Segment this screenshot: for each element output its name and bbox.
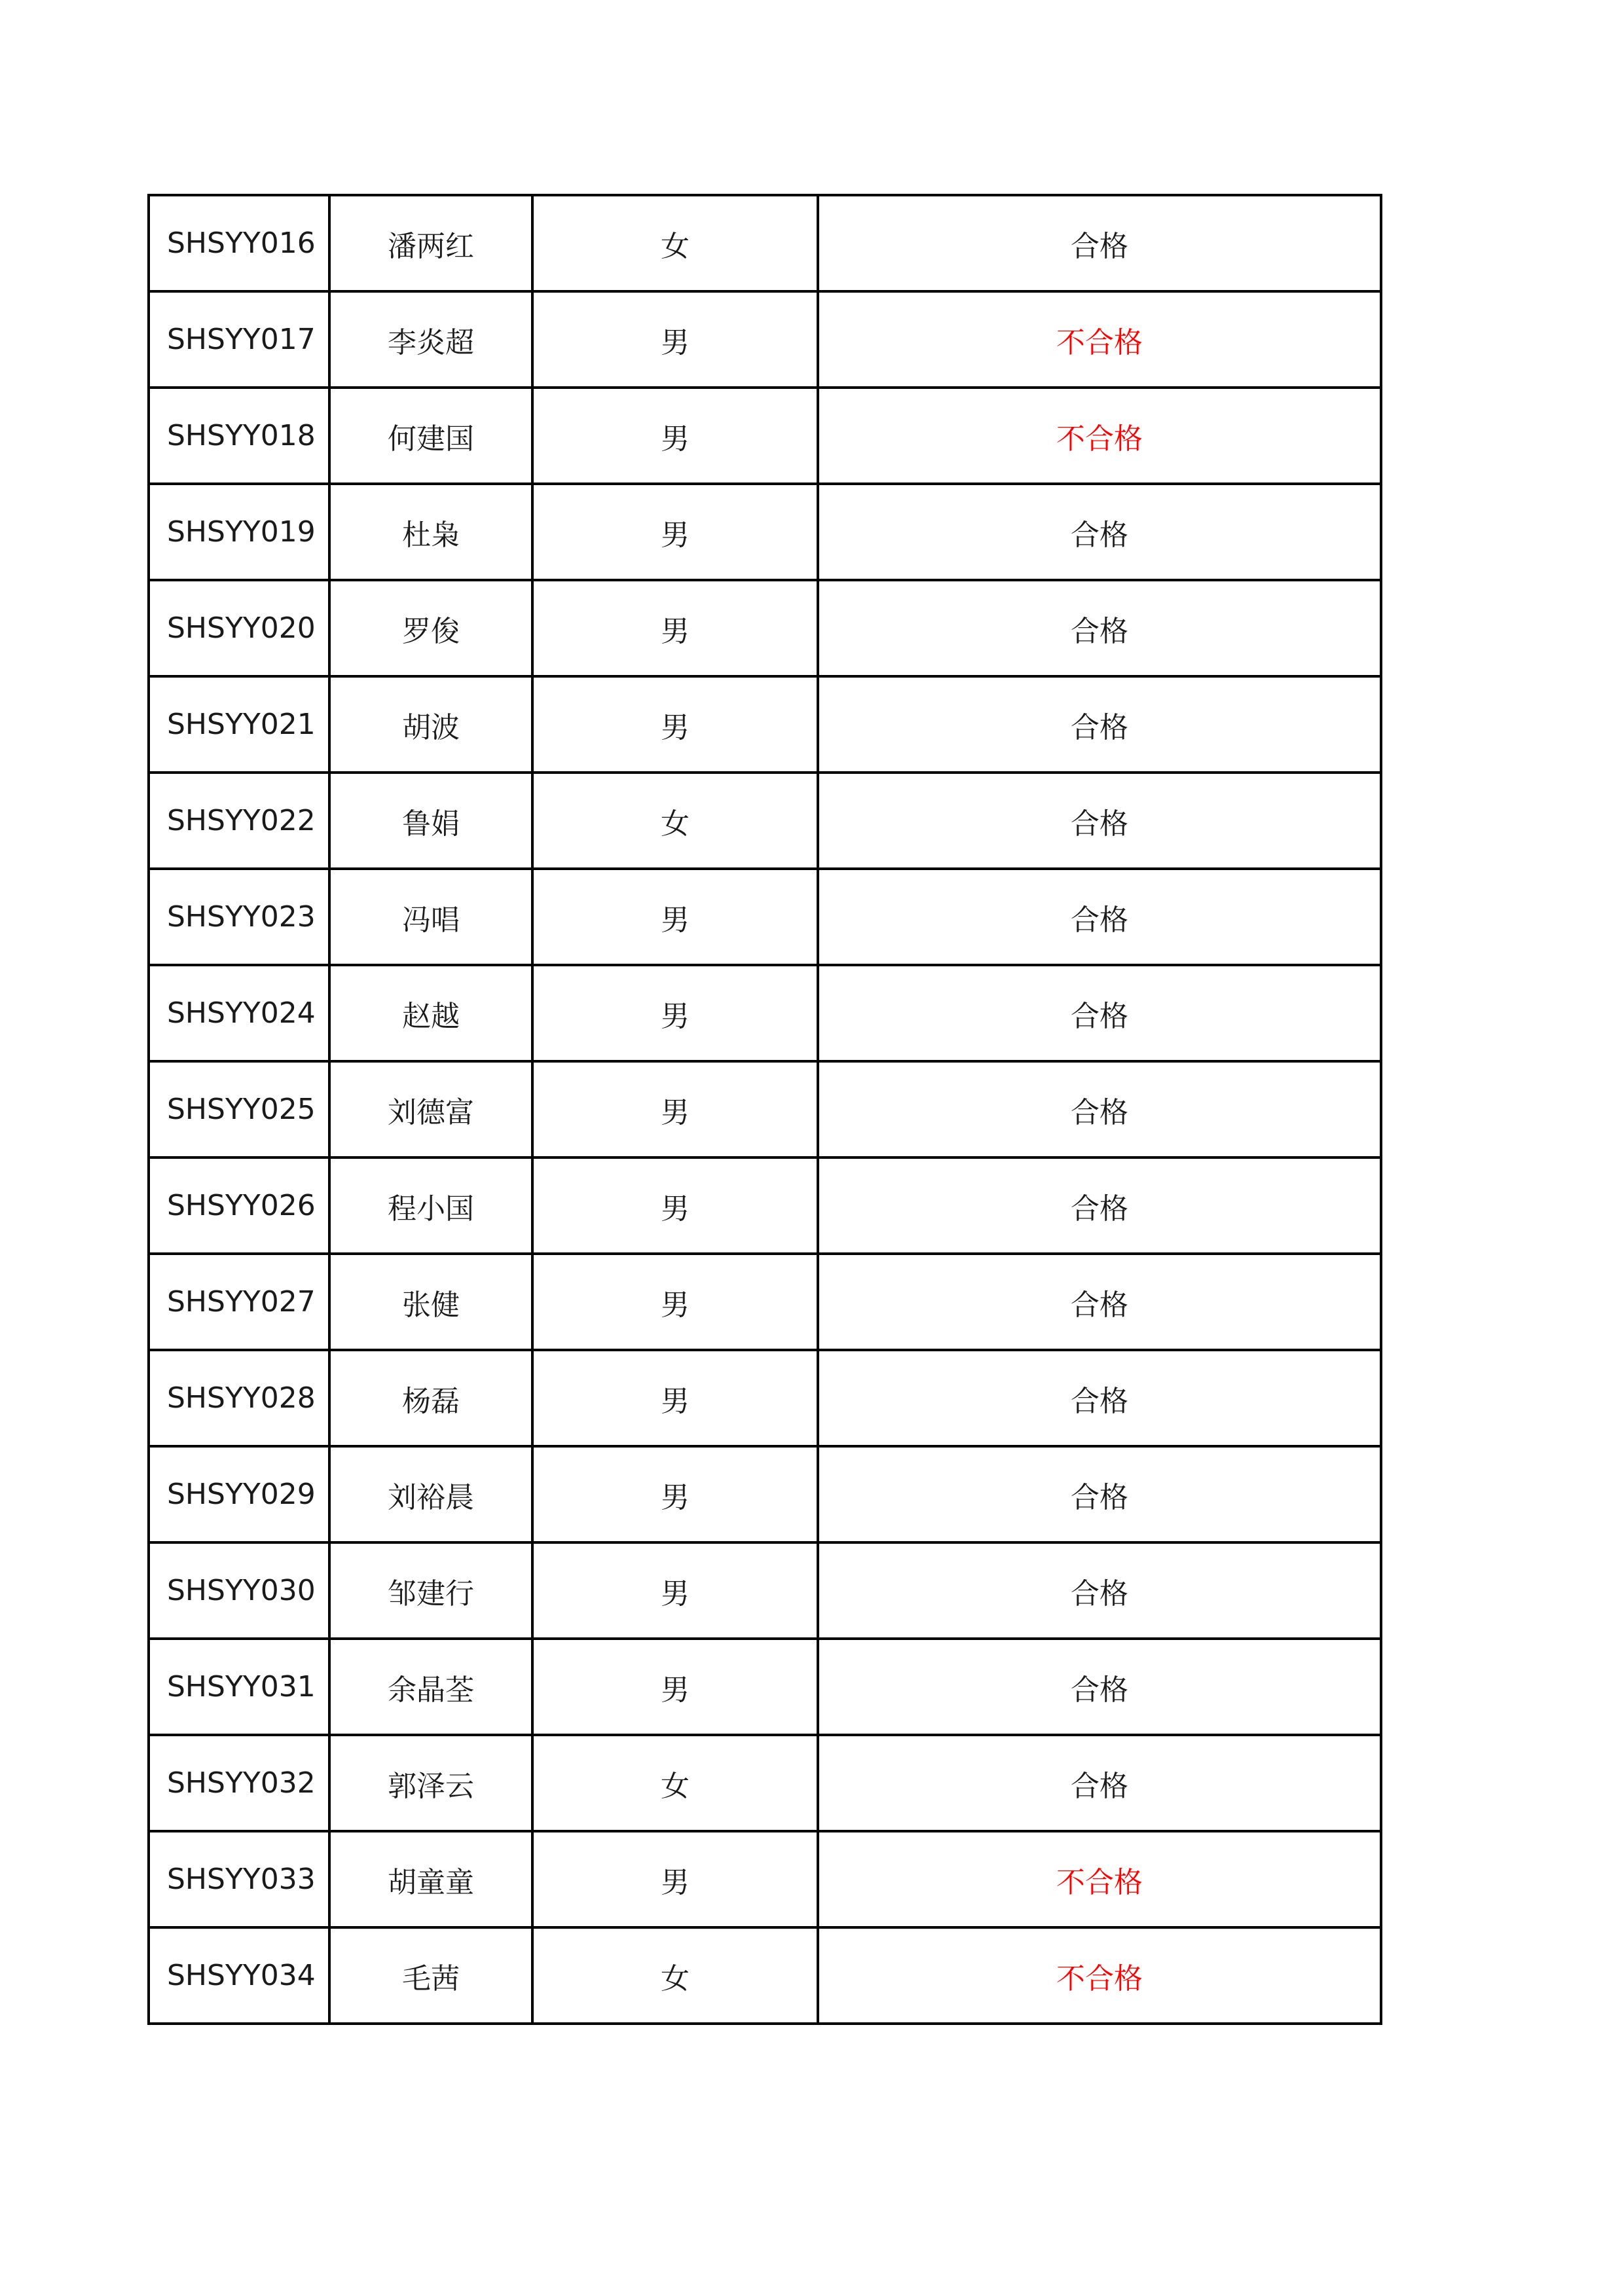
gender-cell: 男 bbox=[532, 1831, 818, 1927]
id-cell: SHSYY022 bbox=[149, 773, 329, 869]
table-row bbox=[149, 291, 1381, 388]
gender-cell: 男 bbox=[532, 388, 818, 484]
id-cell: SHSYY018 bbox=[149, 388, 329, 484]
name-cell: 刘德富 bbox=[329, 1061, 532, 1157]
gender-cell: 男 bbox=[532, 1061, 818, 1157]
id-cell: SHSYY031 bbox=[149, 1639, 329, 1735]
id-cell: SHSYY025 bbox=[149, 1061, 329, 1157]
table-row bbox=[149, 1446, 1381, 1542]
result-cell: 合格 bbox=[818, 580, 1381, 676]
table-row bbox=[149, 869, 1381, 965]
result-cell: 合格 bbox=[818, 484, 1381, 580]
result-cell: 合格 bbox=[818, 1639, 1381, 1735]
name-cell: 程小国 bbox=[329, 1157, 532, 1254]
table-row bbox=[149, 484, 1381, 580]
result-cell: 合格 bbox=[818, 1735, 1381, 1831]
name-cell: 潘两红 bbox=[329, 195, 532, 291]
table-row bbox=[149, 1157, 1381, 1254]
id-cell: SHSYY033 bbox=[149, 1831, 329, 1927]
result-cell: 合格 bbox=[818, 195, 1381, 291]
result-cell: 合格 bbox=[818, 1350, 1381, 1446]
id-cell: SHSYY021 bbox=[149, 676, 329, 773]
name-cell: 张健 bbox=[329, 1254, 532, 1350]
table-row bbox=[149, 195, 1381, 291]
table-row bbox=[149, 1639, 1381, 1735]
table-row bbox=[149, 773, 1381, 869]
name-cell: 杨磊 bbox=[329, 1350, 532, 1446]
gender-cell: 男 bbox=[532, 869, 818, 965]
table-row bbox=[149, 965, 1381, 1061]
name-cell: 胡童童 bbox=[329, 1831, 532, 1927]
table-row bbox=[149, 1254, 1381, 1350]
table-row bbox=[149, 1542, 1381, 1639]
results-table-body bbox=[149, 195, 1381, 2024]
gender-cell: 男 bbox=[532, 1350, 818, 1446]
id-cell: SHSYY029 bbox=[149, 1446, 329, 1542]
gender-cell: 男 bbox=[532, 291, 818, 388]
id-cell: SHSYY030 bbox=[149, 1542, 329, 1639]
result-cell: 合格 bbox=[818, 1061, 1381, 1157]
id-cell: SHSYY017 bbox=[149, 291, 329, 388]
result-cell: 合格 bbox=[818, 1542, 1381, 1639]
id-cell: SHSYY028 bbox=[149, 1350, 329, 1446]
name-cell: 赵越 bbox=[329, 965, 532, 1061]
gender-cell: 女 bbox=[532, 1927, 818, 2024]
result-cell: 合格 bbox=[818, 676, 1381, 773]
gender-cell: 女 bbox=[532, 195, 818, 291]
result-cell: 合格 bbox=[818, 773, 1381, 869]
gender-cell: 女 bbox=[532, 1735, 818, 1831]
name-cell: 杜枭 bbox=[329, 484, 532, 580]
gender-cell: 男 bbox=[532, 965, 818, 1061]
name-cell: 鲁娟 bbox=[329, 773, 532, 869]
table-row bbox=[149, 388, 1381, 484]
id-cell: SHSYY026 bbox=[149, 1157, 329, 1254]
table-row bbox=[149, 676, 1381, 773]
gender-cell: 男 bbox=[532, 484, 818, 580]
result-cell: 不合格 bbox=[818, 1927, 1381, 2024]
name-cell: 冯唱 bbox=[329, 869, 532, 965]
result-cell: 合格 bbox=[818, 1446, 1381, 1542]
gender-cell: 男 bbox=[532, 1157, 818, 1254]
gender-cell: 女 bbox=[532, 773, 818, 869]
name-cell: 李炎超 bbox=[329, 291, 532, 388]
name-cell: 何建国 bbox=[329, 388, 532, 484]
id-cell: SHSYY020 bbox=[149, 580, 329, 676]
table-row bbox=[149, 1927, 1381, 2024]
results-table bbox=[147, 194, 1382, 2025]
table-row bbox=[149, 1350, 1381, 1446]
name-cell: 郭泽云 bbox=[329, 1735, 532, 1831]
result-cell: 合格 bbox=[818, 1254, 1381, 1350]
name-cell: 邹建行 bbox=[329, 1542, 532, 1639]
gender-cell: 男 bbox=[532, 580, 818, 676]
gender-cell: 男 bbox=[532, 676, 818, 773]
table-row bbox=[149, 580, 1381, 676]
name-cell: 余晶荃 bbox=[329, 1639, 532, 1735]
name-cell: 罗俊 bbox=[329, 580, 532, 676]
gender-cell: 男 bbox=[532, 1639, 818, 1735]
table-row bbox=[149, 1735, 1381, 1831]
name-cell: 胡波 bbox=[329, 676, 532, 773]
id-cell: SHSYY016 bbox=[149, 195, 329, 291]
id-cell: SHSYY024 bbox=[149, 965, 329, 1061]
name-cell: 毛茜 bbox=[329, 1927, 532, 2024]
result-cell: 合格 bbox=[818, 869, 1381, 965]
table-row bbox=[149, 1061, 1381, 1157]
result-cell: 不合格 bbox=[818, 291, 1381, 388]
id-cell: SHSYY034 bbox=[149, 1927, 329, 2024]
gender-cell: 男 bbox=[532, 1446, 818, 1542]
name-cell: 刘裕晨 bbox=[329, 1446, 532, 1542]
result-cell: 不合格 bbox=[818, 388, 1381, 484]
id-cell: SHSYY027 bbox=[149, 1254, 329, 1350]
gender-cell: 男 bbox=[532, 1542, 818, 1639]
gender-cell: 男 bbox=[532, 1254, 818, 1350]
id-cell: SHSYY019 bbox=[149, 484, 329, 580]
id-cell: SHSYY032 bbox=[149, 1735, 329, 1831]
id-cell: SHSYY023 bbox=[149, 869, 329, 965]
result-cell: 合格 bbox=[818, 965, 1381, 1061]
result-cell: 合格 bbox=[818, 1157, 1381, 1254]
result-cell: 不合格 bbox=[818, 1831, 1381, 1927]
table-row bbox=[149, 1831, 1381, 1927]
